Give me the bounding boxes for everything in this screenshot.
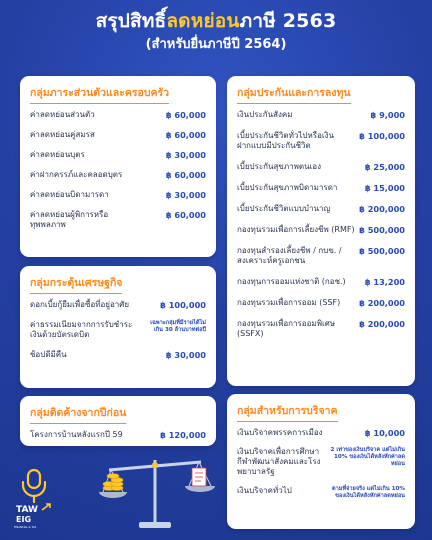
list-item bbox=[227, 277, 415, 287]
item-value: ฿ 100,000 bbox=[160, 300, 206, 310]
svg-text:FINANCIAL & TAX: FINANCIAL & TAX bbox=[14, 526, 37, 529]
item-value: ฿ 60,000 bbox=[165, 130, 206, 140]
item-label: เงินบริจาคทั่วไป bbox=[237, 486, 292, 495]
item-value: ฿ 60,000 bbox=[165, 170, 206, 180]
list-item bbox=[20, 170, 216, 180]
list-item bbox=[20, 190, 216, 200]
item-value: ฿ 120,000 bbox=[160, 430, 206, 440]
item-value: ฿ 500,000 bbox=[359, 246, 405, 256]
list-item bbox=[20, 300, 216, 310]
item-value: ฿ 30,000 bbox=[165, 350, 206, 360]
list-item bbox=[227, 246, 415, 266]
card-title: กลุ่มประกันและการลงทุน bbox=[237, 84, 351, 104]
item-label: ค่าฝากครรภ์และคลอดบุตร bbox=[30, 170, 123, 179]
title-part1: สรุปสิทธิ์ bbox=[95, 10, 167, 32]
card-donation bbox=[227, 394, 415, 529]
list-item bbox=[227, 183, 415, 193]
item-label: เงินประกันสังคม bbox=[237, 110, 293, 119]
svg-text:TAW: TAW bbox=[16, 505, 38, 515]
card-title: กลุ่มภาระส่วนตัวและครอบครัว bbox=[30, 84, 169, 104]
item-value: ฿ 15,000 bbox=[364, 183, 405, 193]
item-label: ค่าธรรมเนียมจากการรับชำระเงินด้วยบัตรเดบิต bbox=[30, 320, 133, 339]
item-label: เงินบริจาคพรรคการเมือง bbox=[237, 428, 323, 437]
list-item bbox=[227, 131, 415, 151]
list-item bbox=[227, 162, 415, 172]
item-value: ฿ 60,000 bbox=[165, 210, 206, 220]
item-label: กองทุนรวมเพื่อการออมพิเศษ (SSFX) bbox=[237, 319, 336, 338]
svg-text:EIG: EIG bbox=[16, 515, 32, 524]
list-item bbox=[20, 320, 216, 340]
list-item bbox=[227, 486, 415, 500]
card-insurance-investment bbox=[227, 76, 415, 386]
item-value: ฿ 60,000 bbox=[165, 110, 206, 120]
header bbox=[0, 8, 432, 54]
list-item bbox=[227, 225, 415, 235]
item-value: ฿ 10,000 bbox=[364, 428, 405, 438]
item-value: ฿ 25,000 bbox=[364, 162, 405, 172]
item-note: ตามที่จ่ายจริง แต่ไม่เกิน 10% ของเงินได้หลังหักค่าลดหย่อน bbox=[331, 486, 405, 499]
brand-logo-icon bbox=[12, 466, 60, 530]
item-label: กองทุนสำรองเลี้ยงชีพ / กบข. /สงเคราะห์ครูเอกชน bbox=[237, 246, 342, 265]
item-label: เบี้ยประกันสุขภาพตนเอง bbox=[237, 162, 321, 171]
card-title: กลุ่มสำหรับการบริจาค bbox=[237, 402, 338, 422]
page-subtitle: (สำหรับยื่นภาษีปี 2564) bbox=[145, 37, 287, 52]
item-label: ค่าลดหย่อนบิดามารดา bbox=[30, 190, 109, 199]
list-item bbox=[20, 150, 216, 160]
list-item bbox=[227, 447, 415, 477]
item-value: ฿ 500,000 bbox=[359, 225, 405, 235]
list-item bbox=[227, 110, 415, 120]
item-value: ฿ 200,000 bbox=[359, 319, 405, 329]
list-item bbox=[20, 430, 216, 440]
item-label: กองทุนรวมเพื่อการออม (SSF) bbox=[237, 298, 341, 307]
item-value: ฿ 30,000 bbox=[165, 150, 206, 160]
item-label: ค่าลดหย่อนผู้พิการหรือทุพพลภาพ bbox=[30, 210, 109, 229]
list-item bbox=[20, 110, 216, 120]
card-title: กลุ่มกระตุ้นเศรษฐกิจ bbox=[30, 274, 122, 294]
list-item bbox=[20, 350, 216, 360]
item-value: ฿ 200,000 bbox=[359, 204, 405, 214]
list-item bbox=[227, 204, 415, 214]
item-value: ฿ 13,200 bbox=[364, 277, 405, 287]
item-label: เบี้ยประกันชีวิตทั่วไปหรือเงินฝากแบบมีประกันชีวิต bbox=[237, 131, 334, 150]
item-note: เฉพาะกลุ่มที่มีรายได้ไม่เกิน 30 ล้านบาทต่อปี bbox=[150, 320, 206, 333]
item-label: โครงการบ้านหลังแรกปี 59 bbox=[30, 430, 123, 439]
item-value: ฿ 9,000 bbox=[370, 110, 405, 120]
balance-scale-icon bbox=[95, 452, 215, 532]
item-label: เบี้ยประกันชีวิตแบบบำนาญ bbox=[237, 204, 331, 213]
item-label: ดอกเบี้ยกู้ยืมเพื่อซื้อที่อยู่อาศัย bbox=[30, 300, 130, 309]
item-value: ฿ 200,000 bbox=[359, 298, 405, 308]
item-label: ค่าลดหย่อนบุตร bbox=[30, 150, 85, 159]
item-label: เบี้ยประกันสุขภาพบิดามารดา bbox=[237, 183, 338, 192]
list-item bbox=[227, 298, 415, 308]
item-label: กองทุนการออมแห่งชาติ (กอช.) bbox=[237, 277, 346, 286]
item-label: เงินบริจาคเพื่อการศึกษา กีฬาพัฒนาสังคมและโรงพยาบาลรัฐ bbox=[237, 447, 321, 476]
item-label: กองทุนรวมเพื่อการเลี้ยงชีพ (RMF) bbox=[237, 225, 355, 234]
card-carried-over bbox=[20, 396, 216, 446]
list-item bbox=[227, 319, 415, 339]
list-item bbox=[20, 130, 216, 140]
item-label: ช้อปดีมีคืน bbox=[30, 350, 67, 359]
card-title: กลุ่มติดค้างจากปีก่อน bbox=[30, 404, 126, 424]
list-item bbox=[227, 428, 415, 438]
item-note: 2 เท่าของเงินบริจาค แต่ไม่เกิน 10% ของเงินได้หลังหักค่าลดหย่อน bbox=[330, 447, 405, 467]
item-label: ค่าลดหย่อนคู่สมรส bbox=[30, 130, 95, 139]
card-personal-family bbox=[20, 76, 216, 257]
item-value: ฿ 30,000 bbox=[165, 190, 206, 200]
title-accent: ลดหย่อน bbox=[166, 10, 240, 32]
card-economic-stimulus bbox=[20, 266, 216, 388]
page-title bbox=[0, 8, 432, 34]
title-part2: ภาษี 2563 bbox=[239, 10, 337, 32]
item-label: ค่าลดหย่อนส่วนตัว bbox=[30, 110, 95, 119]
list-item bbox=[20, 210, 216, 230]
item-value: ฿ 100,000 bbox=[359, 131, 405, 141]
